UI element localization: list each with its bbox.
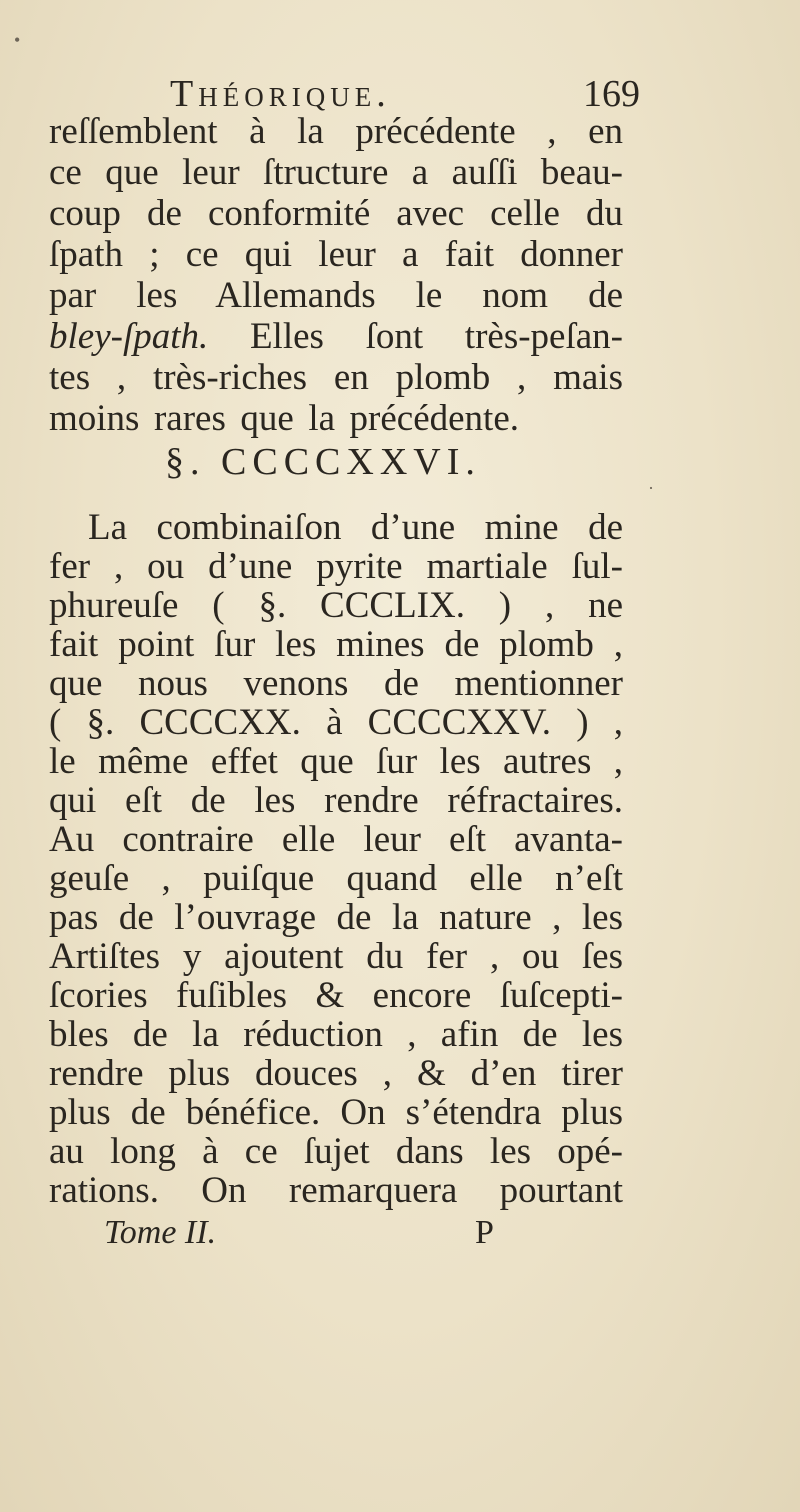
paragraph-line: le même effet que ſur les autres , bbox=[49, 741, 623, 782]
paragraph-line: geuſe , puiſque quand elle n’eſt bbox=[49, 858, 623, 899]
ink-speck: • bbox=[14, 30, 21, 50]
paragraph-line: fer , ou d’une pyrite martiale ſul- bbox=[49, 546, 623, 587]
paragraph-line-last: rations. On remarquera pourtant bbox=[49, 1170, 623, 1211]
paragraph-line: pas de l’ouvrage de la nature , les bbox=[49, 897, 623, 938]
text-line: ſpath ; ce qui leur a fait donner bbox=[49, 234, 623, 275]
german-term: bley-ſpath. bbox=[49, 316, 209, 357]
text-line: par les Allemands le nom de bbox=[49, 275, 623, 316]
text-line-with-term bbox=[49, 317, 623, 357]
signature-mark: P bbox=[475, 1214, 494, 1251]
paragraph-line: plus de bénéfice. On s’étendra plus bbox=[49, 1092, 623, 1133]
paragraph-line: Au contraire elle leur eſt avanta- bbox=[49, 819, 623, 860]
text-line: tes , très-riches en plomb , mais bbox=[49, 357, 623, 398]
text-line: coup de conformité avec celle du bbox=[49, 193, 623, 234]
page-number: 169 bbox=[583, 73, 640, 115]
paragraph-line: bles de la réduction , afin de les bbox=[49, 1014, 623, 1055]
paragraph-line: au long à ce ſujet dans les opé- bbox=[49, 1131, 623, 1172]
paragraph-line: La combinaiſon d’une mine de bbox=[88, 507, 623, 548]
ink-speck: · bbox=[648, 478, 654, 498]
text-fragment: Elles ſont très-peſan- bbox=[249, 316, 624, 357]
section-heading: §. CCCCXXVI. bbox=[165, 441, 481, 483]
text-line: ce que leur ſtructure a auſſi beau- bbox=[49, 152, 623, 193]
text-line: reſſemblent à la précédente , en bbox=[49, 111, 623, 152]
running-title: Théorique. bbox=[170, 73, 391, 115]
text-line: moins rares que la précédente. bbox=[49, 398, 519, 439]
paragraph-line: Artiſtes y ajoutent du fer , ou ſes bbox=[49, 936, 623, 977]
paragraph-line: phureuſe ( §. CCCLIX. ) , ne bbox=[49, 585, 623, 626]
paragraph-line: qui eſt de les rendre réfractaires. bbox=[49, 780, 623, 821]
volume-catchword: Tome II. bbox=[104, 1214, 217, 1251]
paragraph-line: fait point ſur les mines de plomb , bbox=[49, 624, 623, 665]
paragraph-line: ( §. CCCCXX. à CCCCXXV. ) , bbox=[49, 702, 623, 743]
paragraph-line: rendre plus douces , & d’en tirer bbox=[49, 1053, 623, 1094]
paragraph-line: que nous venons de mentionner bbox=[49, 663, 623, 704]
paragraph-line: ſcories fuſibles & encore ſuſcepti- bbox=[49, 975, 623, 1016]
